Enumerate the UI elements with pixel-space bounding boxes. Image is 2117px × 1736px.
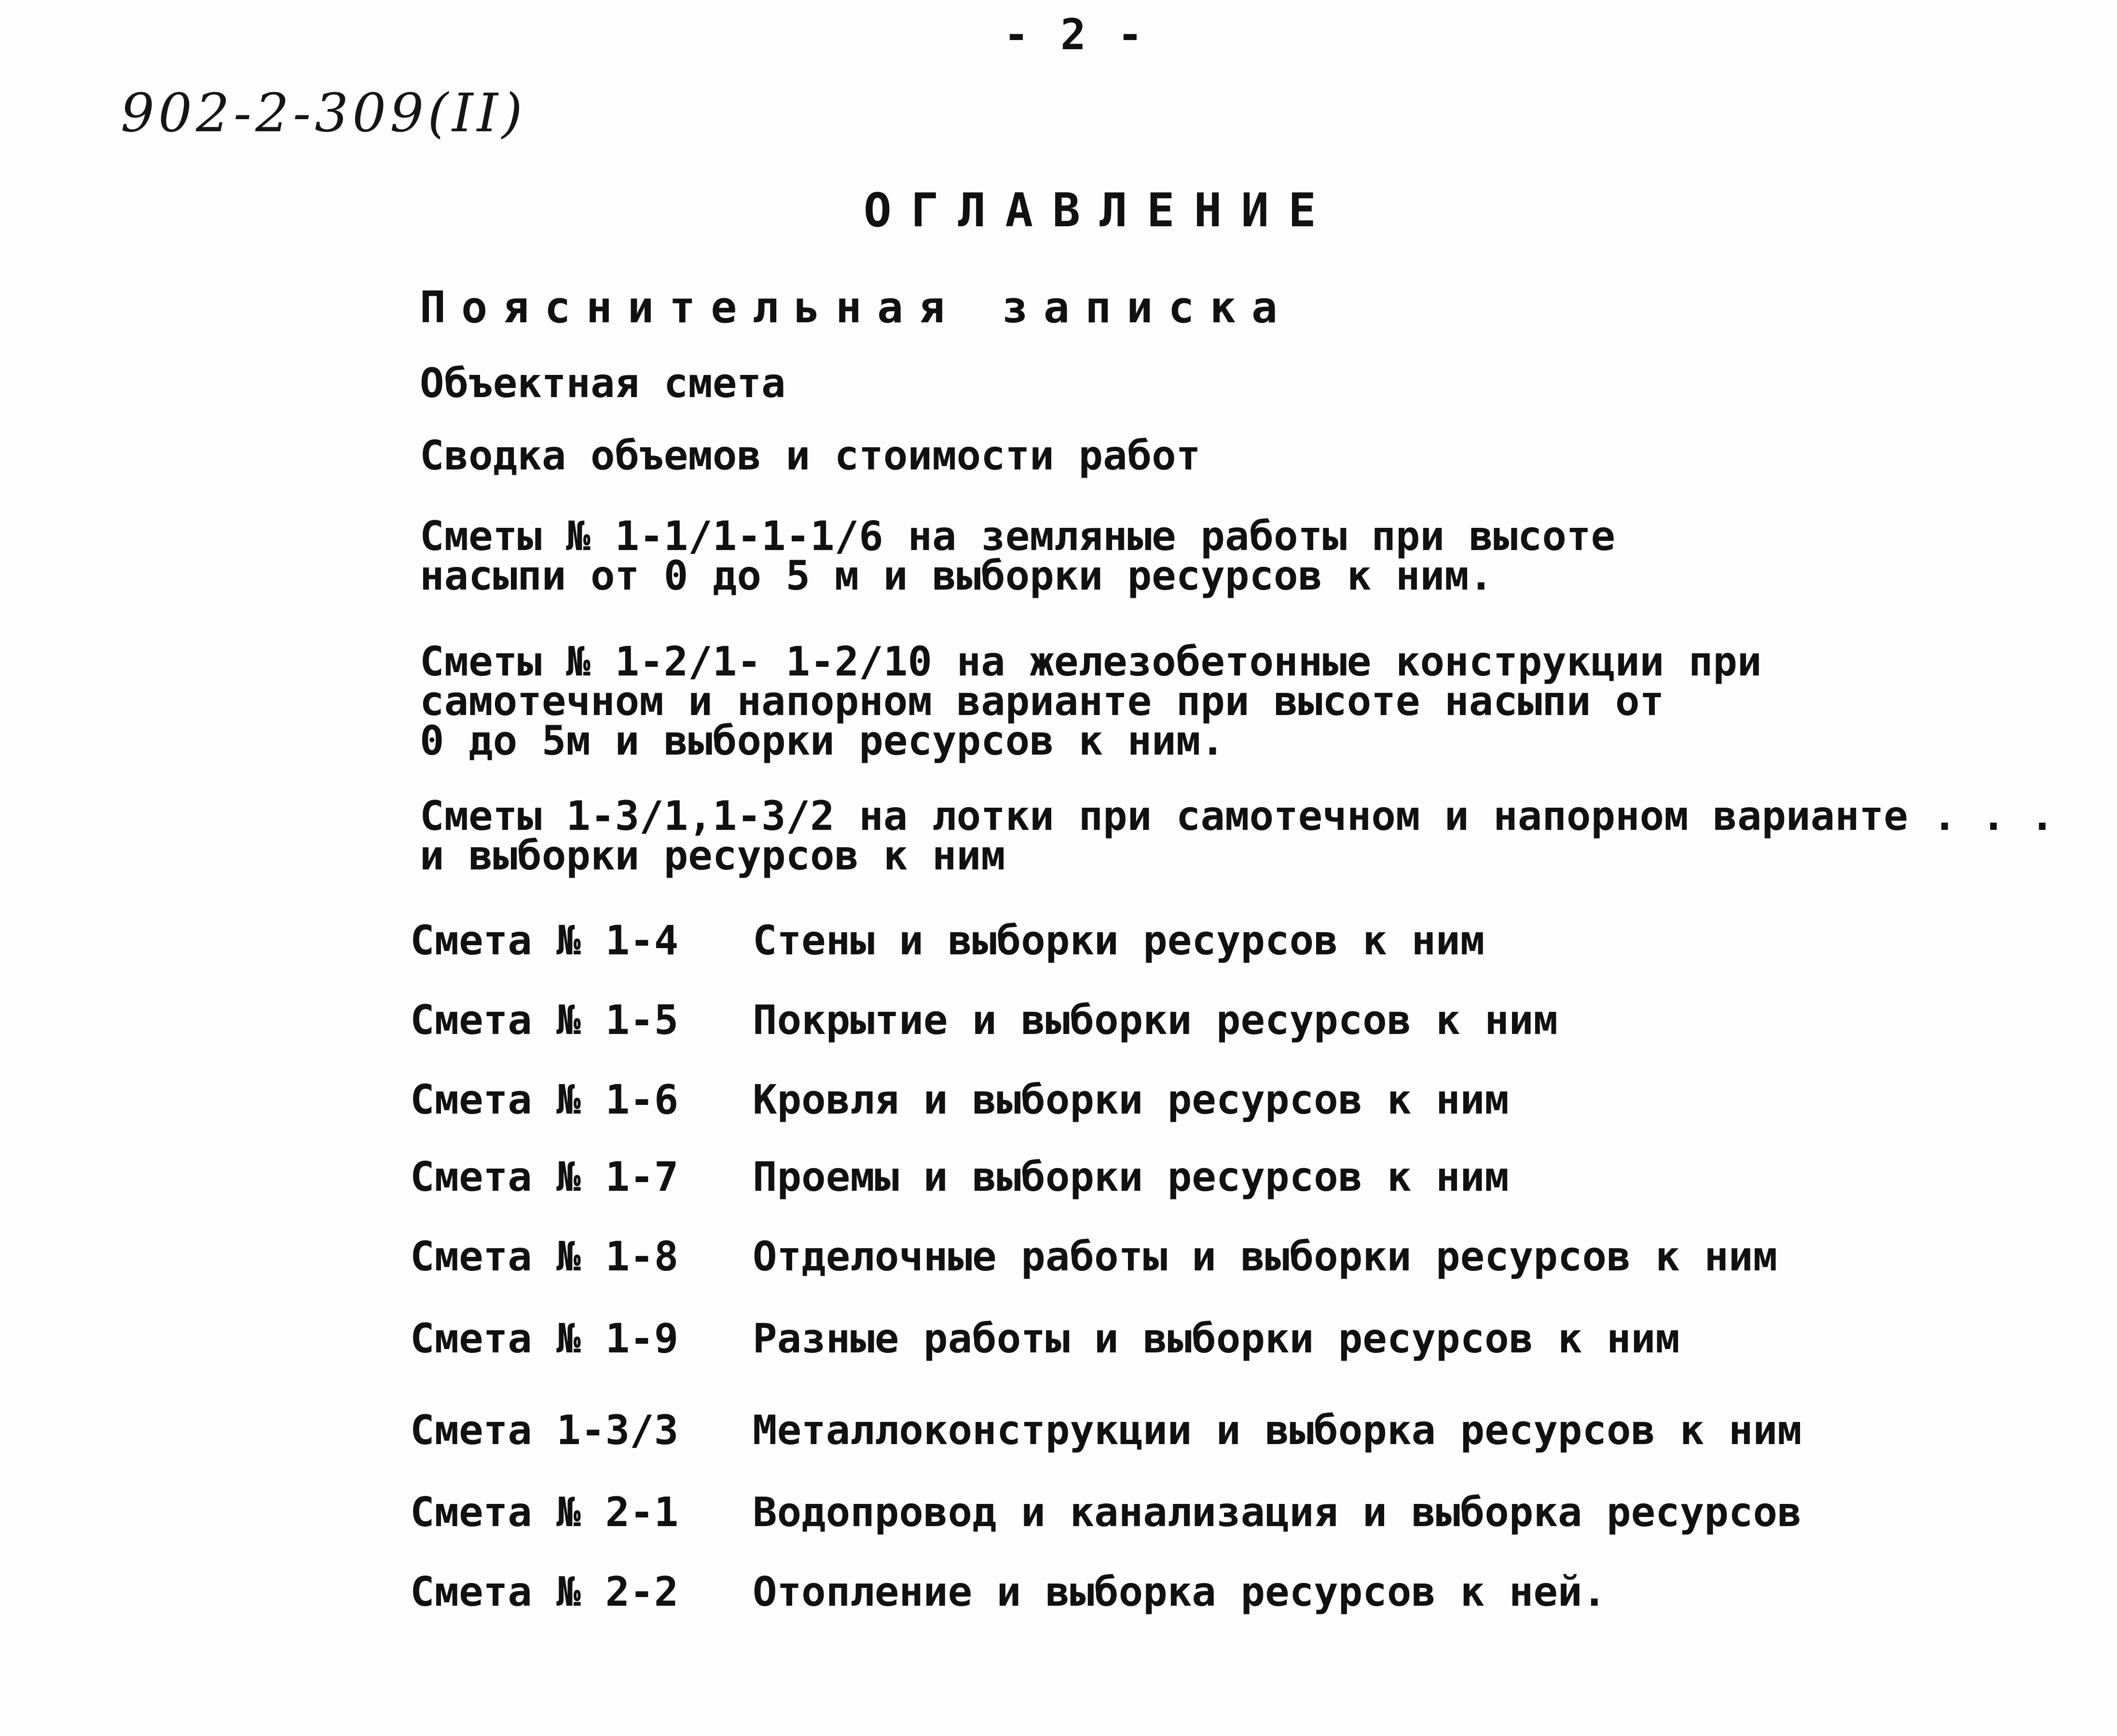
toc-block-line: Сметы № 1-2/1- 1-2/10 на железобетонные конструкции при (420, 638, 1762, 685)
toc-row-code: Смета № 1-4 (410, 917, 679, 964)
toc-block-line: Сметы № 1-1/1-1-1/6 на земляные работы при высоте (420, 512, 1616, 560)
section-object-estimate: Объектная смета (420, 359, 786, 407)
toc-row-desc: Кровля и выборки ресурсов к ним (753, 1076, 1509, 1123)
toc-block-earthworks (420, 512, 1616, 599)
toc-block-line: Сметы 1-3/1,1-3/2 на лотки при самотечном и напорном варианте . . . (420, 792, 2055, 840)
toc-block-concrete (420, 638, 1762, 764)
handwritten-document-code: 902-2-309(II) (121, 82, 526, 144)
toc-row-code: Смета № 1-7 (410, 1153, 679, 1200)
toc-row-code: Смета № 1-6 (410, 1076, 679, 1123)
toc-row-code: Смета № 1-8 (410, 1233, 679, 1280)
toc-row-desc: Проемы и выборки ресурсов к ним (753, 1153, 1509, 1200)
toc-row-desc: Стены и выборки ресурсов к ним (753, 917, 1485, 964)
toc-title: ОГЛАВЛЕНИЕ (864, 183, 1335, 237)
toc-row-desc: Водопровод и канализация и выборка ресурсов (753, 1488, 1802, 1536)
toc-block-line: насыпи от 0 до 5 м и выборки ресурсов к ним. (420, 552, 1494, 599)
page-number: - 2 - (1004, 10, 1146, 59)
toc-row-code: Смета 1-3/3 (410, 1406, 679, 1454)
toc-block-line: самотечном и напорном варианте при высоте насыпи от (420, 677, 1664, 725)
toc-row-code: Смета № 1-5 (410, 996, 679, 1044)
toc-block-trays (420, 792, 2055, 879)
toc-row-code: Смета № 1-9 (410, 1315, 679, 1362)
toc-row-desc: Покрытие и выборки ресурсов к ним (753, 996, 1558, 1044)
toc-block-line: и выборки ресурсов к ним (420, 832, 1005, 879)
toc-row-code: Смета № 2-1 (410, 1488, 679, 1536)
toc-block-line: 0 до 5м и выборки ресурсов к ним. (420, 717, 1225, 764)
toc-row-code: Смета № 2-2 (410, 1568, 679, 1615)
toc-row-desc: Металлоконструкции и выборка ресурсов к ним (753, 1406, 1802, 1454)
toc-row-desc: Разные работы и выборки ресурсов к ним (753, 1315, 1680, 1362)
toc-row-desc: Отопление и выборка ресурсов к ней. (753, 1568, 1607, 1615)
toc-row-desc: Отделочные работы и выборки ресурсов к ним (753, 1233, 1778, 1280)
section-summary: Сводка объемов и стоимости работ (420, 432, 1201, 479)
section-explanatory-note: Пояснительная записка (420, 282, 1293, 333)
